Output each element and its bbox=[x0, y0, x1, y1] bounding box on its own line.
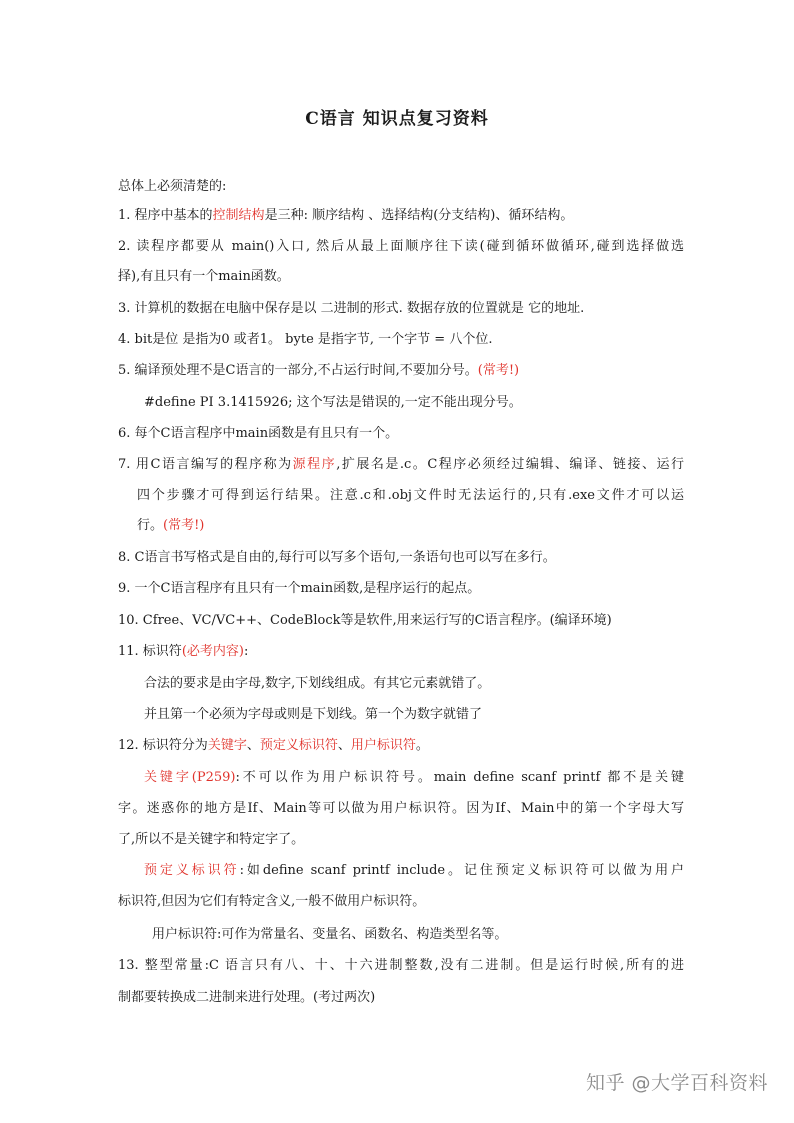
frequent-exam-tag: (常考!) bbox=[163, 518, 205, 533]
item-11: 11. 标识符(必考内容): bbox=[118, 644, 249, 659]
keyword-line-2: 字。迷惑你的地方是If、Main等可以做为用户标识符。因为If、Main中的第一个字母大写 bbox=[118, 801, 684, 816]
user-identifier-line: 用户标识符:可作为常量名、变量名、函数名、构造类型名等。 bbox=[152, 927, 508, 942]
intro-text: 总体上必须清楚的: bbox=[118, 179, 227, 194]
watermark: 知乎 @大学百科资料 bbox=[586, 1072, 769, 1094]
keyword-line-3: 了,所以不是关键字和特定字了。 bbox=[118, 832, 305, 847]
item-7-line-3: 行。(常考!) bbox=[137, 518, 205, 533]
must-exam-tag: (必考内容) bbox=[181, 644, 244, 659]
item-11-rule-1: 合法的要求是由字母,数字,下划线组成。有其它元素就错了。 bbox=[144, 676, 491, 691]
item-4: 4. bit是位 是指为0 或者1。 byte 是指字节, 一个字节 = 八个位. bbox=[118, 332, 493, 347]
item-12: 12. 标识符分为关键字、预定义标识符、用户标识符。 bbox=[118, 738, 429, 753]
item-11-rule-2: 并且第一个必须为字母或则是下划线。第一个为数字就错了 bbox=[144, 707, 483, 722]
highlight-control-structure: 控制结构 bbox=[212, 208, 265, 223]
item-1: 1. 程序中基本的控制结构是三种: 顺序结构 、选择结构(分支结构)、循环结构。 bbox=[118, 208, 574, 223]
keyword-line-1: 关键字(P259):不可以作为用户标识符号。main define scanf printf 都不是关键 bbox=[144, 770, 684, 785]
predefined-line-2: 标识符,但因为它们有特定含义,一般不做用户标识符。 bbox=[118, 894, 426, 909]
item-7-line-2: 四个步骤才可得到运行结果。注意.c和.obj文件时无法运行的,只有.exe文件才可以运 bbox=[137, 488, 684, 503]
item-8: 8. C语言书写格式是自由的,每行可以写多个语句,一条语句也可以写在多行。 bbox=[118, 550, 556, 565]
item-2-line-1: 2. 读程序都要从 main()入口, 然后从最上面顺序往下读(碰到循环做循环,碰到选择做选 bbox=[118, 239, 684, 254]
page-title: C语言 知识点复习资料 bbox=[305, 109, 489, 129]
keyword-heading: 关键字(P259) bbox=[144, 770, 236, 785]
predefined-line-1: 预定义标识符:如define scanf printf include。记住预定义标识符可以做为用户 bbox=[144, 863, 684, 878]
item-13-line-1: 13. 整型常量:C 语言只有八、十、十六进制整数,没有二进制。但是运行时候,所有的进 bbox=[118, 958, 684, 973]
highlight-predefined-identifier: 预定义标识符 bbox=[259, 738, 338, 753]
item-13-line-2: 制都要转换成二进制来进行处理。(考过两次) bbox=[118, 990, 376, 1005]
highlight-user-identifier: 用户标识符 bbox=[350, 738, 416, 753]
item-5-example: #define PI 3.1415926; 这个写法是错误的,一定不能出现分号。 bbox=[144, 395, 522, 410]
item-3: 3. 计算机的数据在电脑中保存是以 二进制的形式. 数据存放的位置就是 它的地址. bbox=[118, 301, 585, 316]
predefined-heading: 预定义标识符 bbox=[144, 863, 240, 878]
highlight-keyword: 关键字 bbox=[207, 738, 247, 753]
item-2-line-2: 择),有且只有一个main函数。 bbox=[118, 269, 290, 284]
item-10: 10. Cfree、VC/VC++、CodeBlock等是软件,用来运行写的C语言程序。(编译环境) bbox=[118, 613, 612, 628]
item-9: 9. 一个C语言程序有且只有一个main函数,是程序运行的起点。 bbox=[118, 581, 481, 596]
item-7-line-1: 7. 用C语言编写的程序称为源程序,扩展名是.c。C程序必须经过编辑、编译、链接、运行 bbox=[118, 457, 684, 472]
item-6: 6. 每个C语言程序中main函数是有且只有一个。 bbox=[118, 426, 399, 441]
frequent-exam-tag: (常考!) bbox=[477, 363, 520, 378]
highlight-source-program: 源程序 bbox=[292, 457, 337, 472]
item-5: 5. 编译预处理不是C语言的一部分,不占运行时间,不要加分号。(常考!) bbox=[118, 363, 520, 378]
